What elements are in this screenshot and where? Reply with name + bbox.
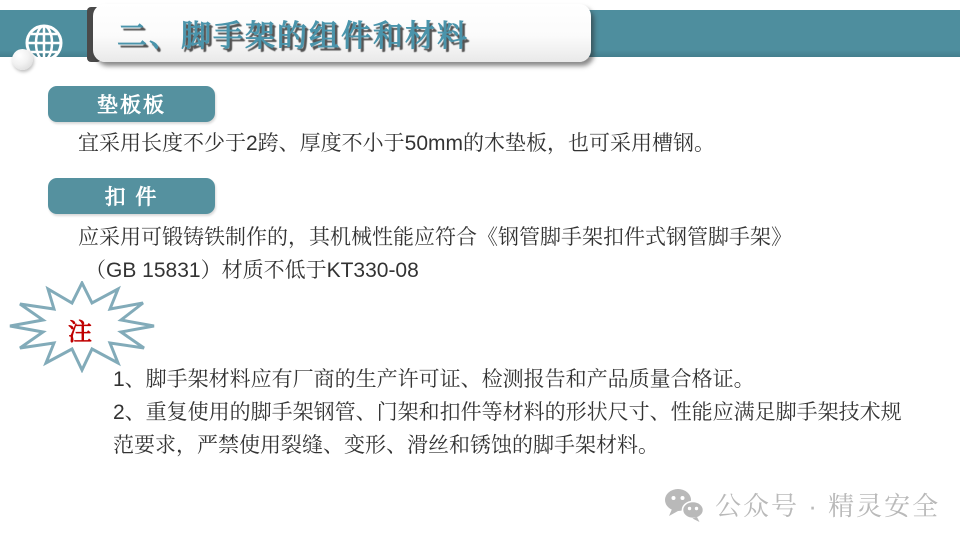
section-text-coupler-line2: （GB 15831）材质不低于KT330-08 bbox=[85, 259, 419, 282]
section-label-text: 扣 件 bbox=[104, 186, 159, 209]
note-item-2: 2、重复使用的脚手架钢管、门架和扣件等材料的形状尺寸、性能应满足脚手架技术规范要求，严禁使用裂缝、变形、滑丝和锈蚀的脚手架材料。 bbox=[113, 401, 902, 457]
section-label-cushion-board bbox=[48, 86, 215, 122]
wechat-icon bbox=[663, 487, 705, 523]
section-label-text: 垫板板 bbox=[97, 94, 166, 117]
title-banner bbox=[93, 4, 591, 62]
section-label-coupler bbox=[48, 178, 215, 214]
page-title: 二、脚手架的组件和材料 bbox=[117, 20, 469, 53]
section-text-coupler-line1: 应采用可锻铸铁制作的，其机械性能应符合《钢管脚手架扣件式钢管脚手架》 bbox=[78, 226, 792, 249]
note-item-1: 1、脚手架材料应有厂商的生产许可证、检测报告和产品质量合格证。 bbox=[113, 368, 755, 391]
note-badge: 注 bbox=[68, 319, 93, 346]
watermark-text: 公众号 · 精灵安全 bbox=[715, 491, 941, 521]
section-text-cushion-board: 宜采用长度不少于2跨、厚度不小于50mm的木垫板，也可采用槽钢。 bbox=[78, 132, 716, 155]
decorative-ball bbox=[12, 49, 33, 70]
watermark bbox=[663, 486, 940, 523]
